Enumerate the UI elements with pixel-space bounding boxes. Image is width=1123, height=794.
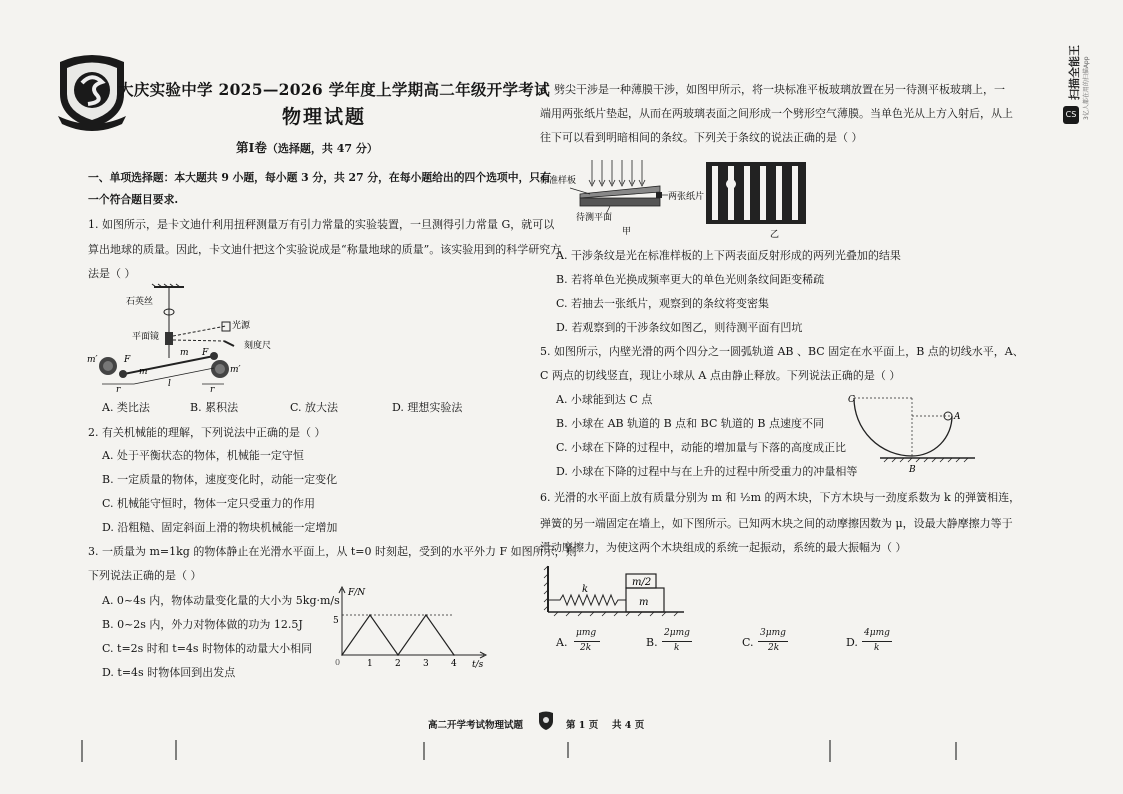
scanner-brand: 扫描全能王 <box>1068 45 1081 100</box>
q5-option-a: A. 小球能到达 C 点 <box>556 393 653 406</box>
q1-option-a: A. 类比法 <box>102 401 150 414</box>
chart-x-tick-label: 1 <box>367 659 373 669</box>
q1-label-mirror: 平面镜 <box>132 332 160 342</box>
q2-stem: 2. 有关机械能的理解，下列说法中正确的是（ ） <box>88 426 326 439</box>
q6-option-a-num: μmg <box>576 628 597 638</box>
q6-spring-blocks-figure <box>544 564 694 620</box>
chart-y-label: F/N <box>348 588 366 598</box>
q5-track-figure <box>840 392 980 478</box>
q2-option-b: B. 一定质量的物体，速度变化时，动能一定变化 <box>102 473 338 486</box>
chart-x-tick-label: 3 <box>423 659 429 669</box>
section-heading-line1: 一、单项选择题：本大题共 9 小题，每小题 3 分，共 27 分，在每小题给出的四个选项中，只有 <box>88 171 551 184</box>
footer-emblem-icon <box>538 710 554 730</box>
q6-label-k: k <box>582 584 589 595</box>
q3-force-time-chart <box>322 585 492 670</box>
q6-option-b-den: k <box>674 643 680 653</box>
q1-label-F-left: F <box>124 355 131 365</box>
q3-option-c: C. t=2s 时和 t=4s 时物体的动量大小相同 <box>102 642 313 655</box>
chart-x-tick-label: 4 <box>451 659 457 669</box>
q4-fringes-figure <box>706 162 816 240</box>
q1-label-m-left: m <box>139 367 148 377</box>
scanner-watermark <box>1063 20 1093 130</box>
footer-title: 高二开学考试物理试题 <box>428 720 524 731</box>
q4-option-d: D. 若观察到的干涉条纹如图乙，则待测平面有凹坑 <box>556 321 803 334</box>
q1-line1: 1. 如图所示，是卡文迪什利用扭秤测量万有引力常量的实验装置，一旦测得引力常量 G，就可以 <box>88 218 555 231</box>
q6-option-d-letter: D. <box>846 636 858 649</box>
chart-y-tick-5: 5 <box>333 616 339 626</box>
q5-option-c: C. 小球在下降的过程中，动能的增加量与下落的高度成正比 <box>556 441 847 454</box>
q1-option-d: D. 理想实验法 <box>392 401 463 414</box>
exam-school-title: 大庆实验中学 2025—2026 学年度上学期高二年级开学考试 <box>118 80 550 99</box>
scanner-badge: CS <box>1063 106 1079 124</box>
q1-label-quartz: 石英丝 <box>126 297 154 307</box>
q1-option-b: B. 累积法 <box>190 401 239 414</box>
q1-label-mp-left: m′ <box>87 355 98 365</box>
q1-label-m-right: m <box>180 348 189 358</box>
q1-label-scale: 刻度尺 <box>244 341 272 351</box>
q5-label-C: C <box>848 395 855 405</box>
q6-line3: 滑动摩擦力，为使这两个木块组成的系统一起振动，系统的最大振幅为（ ） <box>540 541 907 554</box>
q1-label-r-right: r <box>210 385 215 395</box>
q1-option-c: C. 放大法 <box>290 401 339 414</box>
q4-line2: 端用两张纸片垫起，从而在两玻璃表面之间形成一个劈形空气薄膜。当单色光从上方入射后，从上 <box>540 107 1013 120</box>
q4-option-c: C. 若抽去一张纸片，观察到的条纹将变密集 <box>556 297 770 310</box>
q6-option-a-den: 2k <box>580 643 592 653</box>
force-data-point <box>425 614 427 616</box>
q4-label-yi: 乙 <box>770 230 780 240</box>
q5-option-b: B. 小球在 AB 轨道的 B 点和 BC 轨道的 B 点速度不同 <box>556 417 824 430</box>
q1-label-mp-right: m′ <box>230 365 241 375</box>
q5-label-B: B <box>909 465 916 475</box>
q4-wedge-figure <box>540 158 705 238</box>
volume-note: （选择题，共 47 分） <box>266 142 378 155</box>
q1-label-l: l <box>168 379 171 389</box>
q4-line3: 往下可以看到明暗相间的条纹。下列关于条纹的说法正确的是（ ） <box>540 131 863 144</box>
q5-line1: 5. 如图所示，内壁光滑的两个四分之一圆弧轨道 AB 、BC 固定在水平面上，B 点的切线水平，A、 <box>540 345 1024 358</box>
q6-label-bottom: m <box>639 597 649 608</box>
q4-option-a: A. 干涉条纹是光在标准样板的上下两表面反射形成的两列光叠加的结果 <box>556 249 901 262</box>
q6-option-c-den: 2k <box>768 643 780 653</box>
q3-line1: 3. 一质量为 m=1kg 的物体静止在光滑水平面上，从 t=0 时刻起，受到的水平外力 F 如图所示，则 <box>88 545 577 558</box>
q4-line1: 4. 劈尖干涉是一种薄膜干涉，如图甲所示，将一块标准平板玻璃放置在另一待测平板玻璃上，一 <box>540 83 1005 96</box>
q1-label-r-left: r <box>116 385 121 395</box>
footer-page: 第 1 页 <box>566 720 599 731</box>
q6-option-a-letter: A. <box>556 636 568 649</box>
q1-label-light: 光源 <box>232 321 251 331</box>
binding-marks <box>0 738 1123 768</box>
chart-origin-label: 0 <box>335 658 341 667</box>
footer-total: 共 4 页 <box>612 720 645 731</box>
q6-label-top: m/2 <box>632 577 652 588</box>
q2-option-a: A. 处于平衡状态的物体，机械能一定守恒 <box>102 449 304 462</box>
chart-x-label: t/s <box>472 660 484 670</box>
q5-option-d: D. 小球在下降的过程中与在上升的过程中所受重力的冲量相等 <box>556 465 858 478</box>
q6-option-b-letter: B. <box>646 636 658 649</box>
q4-label-std: 标准样板 <box>540 176 577 186</box>
force-data-point <box>397 654 399 656</box>
q2-option-d: D. 沿粗糙、固定斜面上滑的物块机械能一定增加 <box>102 521 338 534</box>
q6-option-d-num: 4μmg <box>864 628 890 638</box>
scanner-sub: 3亿人都在用的扫描App <box>1083 56 1090 120</box>
q4-option-b: B. 若将单色光换成频率更大的单色光则条纹间距变稀疏 <box>556 273 825 286</box>
q1-label-F-right: F <box>202 348 209 358</box>
q3-option-d: D. t=4s 时物体回到出发点 <box>102 666 236 679</box>
q3-option-b: B. 0~2s 内，外力对物体做的功为 12.5J <box>102 618 303 631</box>
q6-option-d-den: k <box>874 643 880 653</box>
q3-option-a: A. 0~4s 内，物体动量变化量的大小为 5kg·m/s <box>102 594 340 607</box>
q4-label-paper: 两张纸片 <box>668 192 705 202</box>
section-heading-line2: 一个符合题目要求. <box>88 193 179 206</box>
q6-line1: 6. 光滑的水平面上放有质量分别为 m 和 ½m 的两木块，下方木块与一劲度系数为 k 的弹簧相连， <box>540 491 1021 504</box>
force-data-point <box>369 614 371 616</box>
q5-label-A: A <box>954 412 961 422</box>
volume-label: 第Ⅰ卷 <box>236 140 267 155</box>
volume-heading <box>236 140 378 157</box>
force-data-point <box>341 654 343 656</box>
force-series-line <box>342 615 454 655</box>
q4-label-test: 待测平面 <box>576 213 613 223</box>
q1-line2: 算出地球的质量。因此，卡文迪什把这个实验说成是“称量地球的质量”。该实验用到的科学研究方 <box>88 243 562 256</box>
q6-option-b-num: 2μmg <box>664 628 690 638</box>
q6-line2: 弹簧的另一端固定在墙上，如下图所示。已知两木块之间的动摩擦因数为 μ，设最大静摩擦力等于 <box>540 517 1013 530</box>
q6-option-c-num: 3μmg <box>760 628 786 638</box>
q4-label-jia: 甲 <box>622 227 632 237</box>
q5-line2: C 两点的切线竖直，现让小球从 A 点由静止释放。下列说法正确的是（ ） <box>540 369 901 382</box>
q1-torsion-balance-figure <box>84 284 294 394</box>
exam-subject-title: 物理试题 <box>282 106 367 128</box>
q2-option-c: C. 机械能守恒时，物体一定只受重力的作用 <box>102 497 316 510</box>
chart-x-tick-label: 2 <box>395 659 401 669</box>
q6-option-c-letter: C. <box>742 636 754 649</box>
q1-line3: 法是（ ） <box>88 267 136 280</box>
force-data-point <box>453 654 455 656</box>
q3-line2: 下列说法正确的是（ ） <box>88 569 202 582</box>
